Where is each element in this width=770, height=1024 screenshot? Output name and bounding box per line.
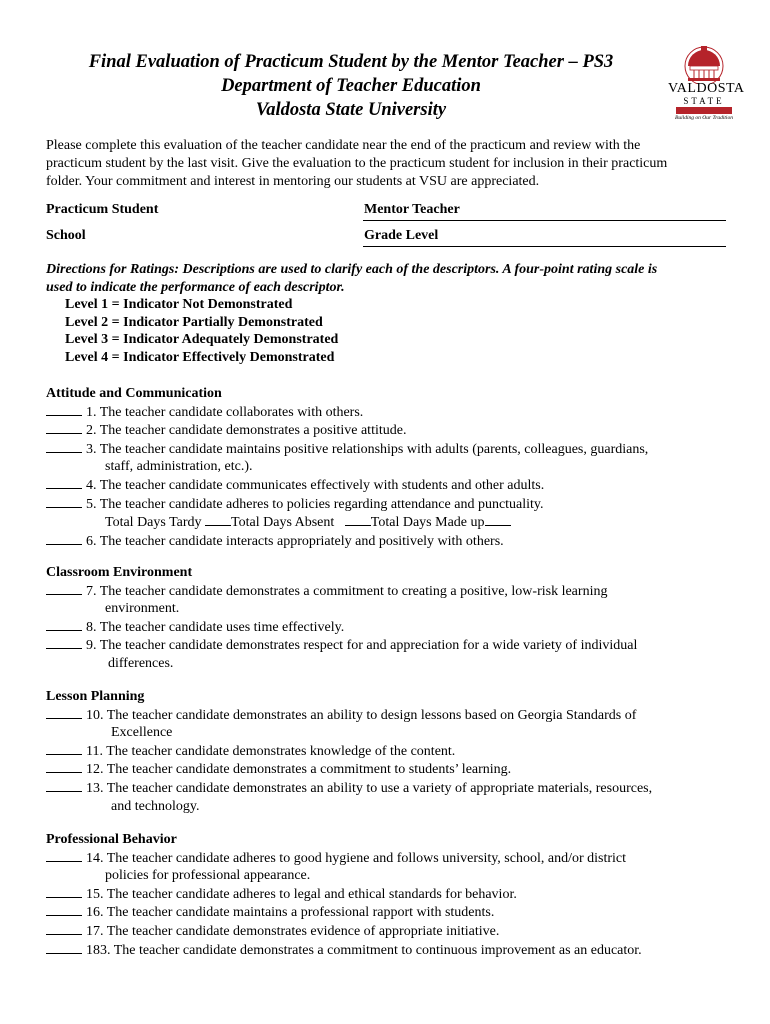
section-professional-behavior <box>46 831 736 959</box>
item-text: 17. The teacher candidate demonstrates evidence of appropriate initiative. <box>86 923 500 939</box>
rating-item-10 <box>46 706 736 725</box>
rating-blank[interactable] <box>46 421 82 434</box>
rating-blank[interactable] <box>46 636 82 649</box>
level-2: Level 2 = Indicator Partially Demonstrated <box>65 314 323 330</box>
intro-line-3: folder. Your commitment and interest in mentoring our students at VSU are appreciated. <box>46 174 540 189</box>
section-attitude-communication <box>46 385 736 550</box>
item-text: 8. The teacher candidate uses time effectively. <box>86 619 345 635</box>
level-3: Level 3 = Indicator Adequately Demonstrated <box>65 332 339 347</box>
item-text: 183. The teacher candidate demonstrates a commitment to continuous improvement as an educator. <box>86 942 642 958</box>
item-text: 15. The teacher candidate adheres to legal and ethical standards for behavior. <box>86 886 517 902</box>
section-lesson-planning <box>46 688 736 815</box>
item-13-continuation: and technology. <box>111 798 200 814</box>
logo-tagline: Building on Our Tradition <box>675 115 733 121</box>
item-text: 14. The teacher candidate adheres to good hygiene and follows university, school, and/or district <box>86 850 627 866</box>
rating-item-9 <box>46 636 736 655</box>
school-label: School <box>46 228 86 243</box>
rating-blank[interactable] <box>46 885 82 898</box>
intro-paragraph <box>46 137 736 191</box>
grade-level-field-line[interactable] <box>363 246 726 247</box>
section-classroom-environment <box>46 564 736 673</box>
rating-item-5 <box>46 495 736 514</box>
tardy-blank[interactable] <box>205 513 231 526</box>
made-up-label: Total Days Made up <box>370 515 485 531</box>
rating-item-8 <box>46 618 736 637</box>
rating-item-13 <box>46 779 736 798</box>
title-line-1: Final Evaluation of Practicum Student by the Mentor Teacher – PS3 <box>88 52 614 72</box>
rating-item-14 <box>46 849 736 868</box>
item-text: 12. The teacher candidate demonstrates a commitment to students’ learning. <box>86 762 512 778</box>
item-7-continuation: environment. <box>105 601 180 617</box>
rating-directions <box>46 261 736 366</box>
rating-blank[interactable] <box>46 440 82 453</box>
rating-blank[interactable] <box>46 941 82 954</box>
rating-blank[interactable] <box>46 922 82 935</box>
rating-blank[interactable] <box>46 495 82 508</box>
made-up-blank[interactable] <box>485 513 511 526</box>
practicum-student-label: Practicum Student <box>46 202 159 217</box>
university-building-icon <box>668 44 740 84</box>
item-text: 6. The teacher candidate interacts appropriately and positively with others. <box>86 533 504 549</box>
item-9-continuation: differences. <box>108 655 174 671</box>
mentor-teacher-label: Mentor Teacher <box>364 202 460 217</box>
logo-wordmark: VALDOSTA <box>668 81 745 96</box>
rating-blank[interactable] <box>46 582 82 595</box>
section-heading: Lesson Planning <box>46 689 145 704</box>
item-text: 5. The teacher candidate adheres to policies regarding attendance and punctuality. <box>86 496 544 512</box>
item-text: 13. The teacher candidate demonstrates an ability to use a variety of appropriate materials, resources, <box>86 780 653 796</box>
rating-blank[interactable] <box>46 903 82 916</box>
title-line-3: Valdosta State University <box>255 100 447 120</box>
absent-label: Total Days Absent <box>231 515 335 531</box>
directions-line-2: used to indicate the performance of each descriptor. <box>46 279 345 295</box>
title-line-2: Department of Teacher Education <box>221 76 481 96</box>
rating-blank[interactable] <box>46 618 82 631</box>
rating-item-1 <box>46 403 736 422</box>
item-14-continuation: policies for professional appearance. <box>105 868 311 884</box>
logo-university-bar <box>676 107 732 114</box>
rating-item-16 <box>46 903 736 922</box>
section-heading: Professional Behavior <box>46 832 177 847</box>
rating-item-3 <box>46 440 736 459</box>
rating-item-2 <box>46 421 736 440</box>
rating-blank[interactable] <box>46 779 82 792</box>
item-text: 4. The teacher candidate communicates effectively with students and other adults. <box>86 477 545 493</box>
grade-level-label: Grade Level <box>364 228 439 243</box>
rating-blank[interactable] <box>46 760 82 773</box>
absent-blank[interactable] <box>345 513 371 526</box>
section-heading: Attitude and Communication <box>46 386 222 401</box>
item-text: 2. The teacher candidate demonstrates a positive attitude. <box>86 423 407 439</box>
section-heading: Classroom Environment <box>46 565 193 580</box>
rating-item-6 <box>46 532 736 551</box>
mentor-teacher-field-line[interactable] <box>363 220 726 221</box>
item-text: 16. The teacher candidate maintains a professional rapport with students. <box>86 905 495 921</box>
rating-item-17 <box>46 922 736 941</box>
rating-item-12 <box>46 760 736 779</box>
attendance-line <box>46 513 736 532</box>
directions-line-1: Directions for Ratings: Descriptions are used to clarify each of the descriptors. A four-point rating scale is <box>46 262 658 277</box>
rating-item-4 <box>46 476 736 495</box>
rating-item-11 <box>46 742 736 761</box>
item-10-continuation: Excellence <box>111 725 173 741</box>
item-text: 3. The teacher candidate maintains positive relationships with adults (parents, colleagues, guardians, <box>86 441 649 457</box>
university-logo <box>668 44 745 130</box>
rating-blank[interactable] <box>46 403 82 416</box>
item-text: 7. The teacher candidate demonstrates a commitment to creating a positive, low-risk learning <box>86 583 608 599</box>
school-grade-row <box>46 228 726 246</box>
document-title <box>46 50 656 122</box>
item-text: 11. The teacher candidate demonstrates knowledge of the content. <box>86 743 456 759</box>
intro-line-2: practicum student by the last visit. Give the evaluation to the practicum student for inclusion in their practicum <box>46 156 668 171</box>
rating-blank[interactable] <box>46 849 82 862</box>
item-text: 10. The teacher candidate demonstrates an ability to design lessons based on Georgia Standards of <box>86 707 637 723</box>
student-mentor-row <box>46 202 726 220</box>
rating-blank[interactable] <box>46 476 82 489</box>
item-text: 9. The teacher candidate demonstrates respect for and appreciation for a wide variety of individual <box>86 638 638 654</box>
rating-blank[interactable] <box>46 532 82 545</box>
rating-blank[interactable] <box>46 742 82 755</box>
logo-state: STATE <box>683 96 725 106</box>
rating-item-18 <box>46 941 736 960</box>
item-3-continuation: staff, administration, etc.). <box>105 459 253 475</box>
rating-blank[interactable] <box>46 706 82 719</box>
rating-item-7 <box>46 582 736 601</box>
level-4: Level 4 = Indicator Effectively Demonstrated <box>65 349 335 365</box>
rating-item-15 <box>46 885 736 904</box>
tardy-label: Total Days Tardy <box>105 515 202 531</box>
item-text: 1. The teacher candidate collaborates with others. <box>86 404 364 420</box>
intro-line-1: Please complete this evaluation of the teacher candidate near the end of the practicum and review with the <box>46 138 641 153</box>
level-1: Level 1 = Indicator Not Demonstrated <box>65 297 293 312</box>
